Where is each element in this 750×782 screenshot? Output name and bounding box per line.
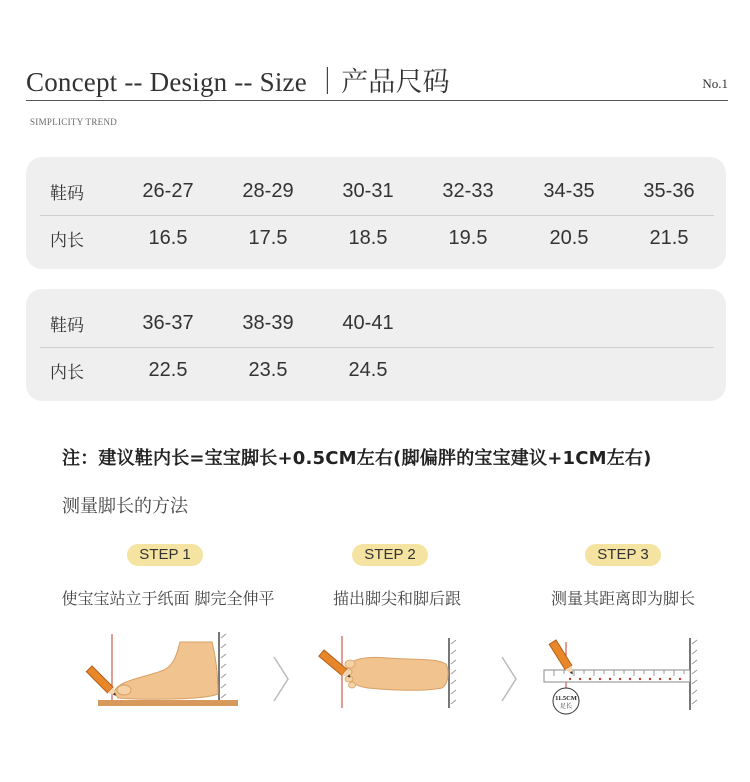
size-row bbox=[26, 169, 726, 213]
size-note: 注：建议鞋内长=宝宝脚长+0.5CM左右(脚偏胖的宝宝建议+1CM左右) bbox=[62, 448, 652, 469]
size-table-1 bbox=[26, 157, 726, 269]
method-title: 测量脚长的方法 bbox=[62, 496, 188, 517]
step-3-label: STEP 3 bbox=[585, 544, 661, 566]
row-label-size: 鞋码 bbox=[50, 183, 84, 204]
length-cell: 22.5 bbox=[148, 358, 188, 381]
size-cell: 30-31 bbox=[342, 179, 394, 202]
size-cell: 40-41 bbox=[342, 311, 394, 334]
size-cell: 32-33 bbox=[442, 179, 494, 202]
length-cell: 24.5 bbox=[348, 358, 388, 381]
ruler-tag-label: 足长 bbox=[559, 703, 573, 710]
header-divider bbox=[26, 100, 728, 101]
foot-top-icon bbox=[318, 628, 468, 712]
row-label-size: 鞋码 bbox=[50, 315, 84, 336]
length-cell: 23.5 bbox=[248, 358, 288, 381]
row-label-length: 内长 bbox=[50, 362, 84, 383]
foot-side-icon bbox=[84, 628, 244, 712]
length-cell: 16.5 bbox=[148, 226, 188, 249]
size-cell: 28-29 bbox=[242, 179, 294, 202]
row-label-length: 内长 bbox=[50, 230, 84, 251]
chevron-right-icon bbox=[500, 655, 518, 703]
step-2-description: 描出脚尖和脚后跟 bbox=[332, 589, 462, 608]
length-cell: 20.5 bbox=[549, 226, 589, 249]
length-cell: 18.5 bbox=[348, 226, 388, 249]
ruler-tag-value: 11.5CM bbox=[555, 695, 577, 702]
ruler-measure-icon bbox=[540, 628, 700, 718]
chevron-right-icon bbox=[272, 655, 290, 703]
length-cell: 17.5 bbox=[248, 226, 288, 249]
length-row bbox=[26, 216, 726, 260]
length-cell: 19.5 bbox=[448, 226, 488, 249]
size-row bbox=[26, 301, 726, 345]
step-1-label: STEP 1 bbox=[127, 544, 203, 566]
step-3-description: 测量其距离即为脚长 bbox=[550, 589, 696, 608]
size-table-2 bbox=[26, 289, 726, 401]
page-title: Concept -- Design -- Size ｜产品尺码 bbox=[26, 67, 450, 97]
length-cell: 21.5 bbox=[649, 226, 689, 249]
step-1-description: 使宝宝站立于纸面 脚完全伸平 bbox=[61, 589, 275, 608]
length-row bbox=[26, 348, 726, 392]
size-cell: 26-27 bbox=[142, 179, 194, 202]
size-cell: 35-36 bbox=[643, 179, 695, 202]
page-subtitle: SIMPLICITY TREND bbox=[30, 117, 118, 127]
size-cell: 36-37 bbox=[142, 311, 194, 334]
size-cell: 38-39 bbox=[242, 311, 294, 334]
size-cell: 34-35 bbox=[543, 179, 595, 202]
page-number: No.1 bbox=[702, 76, 728, 91]
step-2-label: STEP 2 bbox=[352, 544, 428, 566]
